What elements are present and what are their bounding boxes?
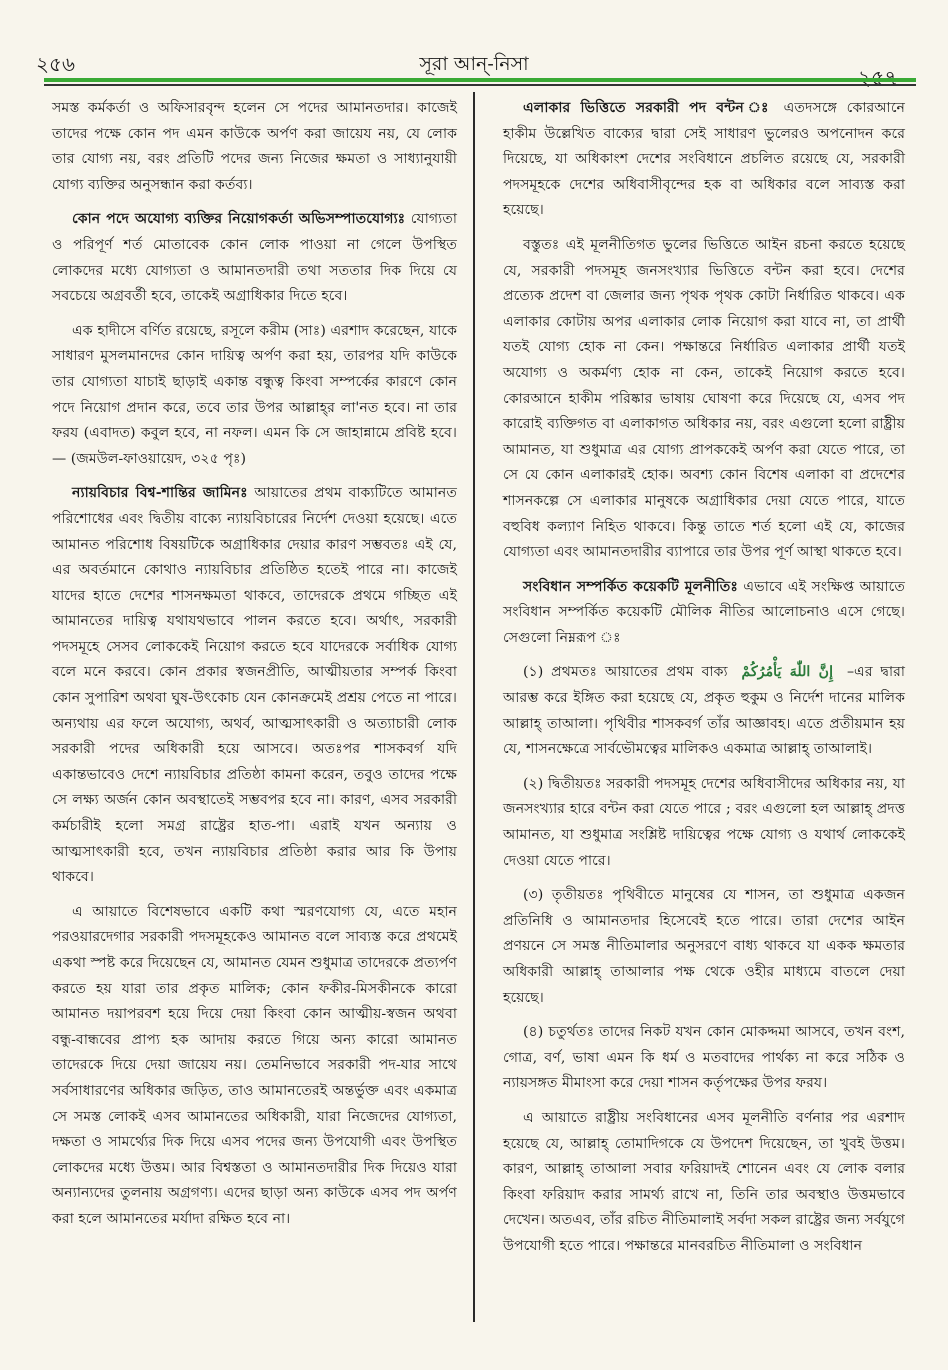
section-heading: সংবিধান সম্পর্কিত কয়েকটি মূলনীতিঃ: [523, 578, 738, 595]
paragraph: বস্তুতঃ এই মূলনীতিগত ভুলের ভিত্তিতে আইন রচনা করতে হয়েছে যে, সরকারী পদসমূহ জনসংখ্যার ভিত্তিতে বন্টন করা হবে। দেশের প্রত্যেক প্রদেশ বা জেলার জন্য পৃথক পৃথক কোটা নির্ধারিত থাকবে। এক এলাকার কোটায় অপর এলাকার লোক নিয়োগ করা যাবে না, তা প্রার্থী যতই যোগ্য হোক না কেন। পক্ষান্তরে নির্ধারিত এলাকার প্রার্থী যতই অযোগ্য ও অকর্মণ্য হোক না কেন, তাকেই নিয়োগ করতে হবে। কোরআনে হাকীম পরিষ্কার ভাষায় ঘোষণা করে দিয়েছে যে, এসব পদ কারোই ব্যক্তিগত বা এলাকাগত অধিকার নয়, বরং এগুলো হলো রাষ্ট্রীয় আমানত, যা শুধুমাত্র এর যোগ্য প্রাপককেই অর্পণ করা যেতে পারে, তা সে যে কোন এলাকারই হোক। অবশ্য কোন বিশেষ এলাকা বা প্রদেশের শাসনকল্পে সে এলাকার মানুষকে অগ্রাধিকার দেয়া যেতে পারে, যাতে বহুবিধ কল্যাণ নিহিত থাকবে। কিন্তু তাতে শর্ত হলো এই যে, কাজের যোগ্যতা এবং আমানতদারীর ব্যাপারে তার উপর পূর্ণ আস্থা থাকতে হবে।: [503, 236, 905, 561]
section-heading-paragraph: [503, 575, 905, 652]
paragraph: এক হাদীসে বর্ণিত রয়েছে, রসূলে করীম (সাঃ) এরশাদ করেছেন, যাকে সাধারণ মুসলমানদের কোন দায়িত্ব অর্পণ করা হয়, তারপর যদি কাউকে তার যোগ্যতা যাচাই ছাড়াই একান্ত বন্ধুত্ব কিংবা সম্পর্কের কারণে কোন পদে নিয়োগ প্রদান করে, তবে তার উপর আল্লাহ্‌র লা'নত হবে। না তার ফরয (এবাদত) কবুল হবে, না নফল। এমন কি সে জাহান্নামে প্রবিষ্ট হবে।— (জমউল-ফাওয়ায়েদ, ৩২৫ পৃঃ): [52, 322, 457, 467]
paragraph: সমস্ত কর্মকর্তা ও অফিসারবৃন্দ হলেন সে পদের আমানতদার। কাজেই তাদের পক্ষে কোন পদ এমন কাউকে অর্পণ করা জায়েয নয়, যে লোক তার যোগ্য নয়, বরং প্রতিটি পদের জন্য নিজের ক্ষমতা ও সাধ্যানুযায়ী যোগ্য ব্যক্তির অনুসন্ধান করা কর্তব্য।: [52, 100, 457, 193]
paragraph-text: আয়াতের প্রথম বাক্যটিতে আমানত পরিশোধের এবং দ্বিতীয় বাক্যে ন্যায়বিচারের নির্দেশ দেওয়া হয়েছে। এতে আমানত পরিশোধ বিষয়টিকে অগ্রাধিকার দেয়ার কারণ সম্ভবতঃ এই যে, এর অবর্তমানে কোথাও ন্যায়বিচার প্রতিষ্ঠিত হতেই পারে না। কাজেই যাদের হাতে দেশের শাসনক্ষমতা থাকবে, তাদেরকে প্রথমে গচ্ছিত এই আমানতের দায়িত্ব যথাযথভাবে পালন করতে হবে। অর্থাৎ, সরকারী পদসমূহে সেসব লোককেই নিয়োগ করতে হবে যাদেরকে সর্বাধিক যোগ্য বলে মনে করবে। কোন প্রকার স্বজনপ্রীতি, আত্মীয়তার সম্পর্ক কিংবা কোন সুপারিশ অথবা ঘুষ-উৎকোচ যেন কোনক্রমেই প্রশ্রয় পেতে না পারে। অন্যথায় এর ফলে অযোগ্য, অথর্ব, আত্মসাৎকারী ও অত্যাচারী লোক সরকারী পদের অধিকারী হয়ে আসবে। অতঃপর শাসকবর্গ যদি একান্তভাবেও দেশে ন্যায়বিচার প্রতিষ্ঠা কামনা করেন, তবুও তাদের পক্ষে সে লক্ষ্য অর্জন কোন অবস্থাতেই সম্ভবপর হবে না। কারণ, এসব সরকারী কর্মচারীই হলো সমগ্র রাষ্ট্রের হাত-পা। এরাই যখন অন্যায় ও আত্মসাৎকারী হবে, তখন ন্যায়বিচার প্রতিষ্ঠা করার আর কি উপায় থাকবে।: [52, 485, 457, 886]
section-heading-paragraph: [52, 481, 457, 891]
point-text: –এর দ্বারা আরম্ভ করে ইঙ্গিত করা হয়েছে যে, প্রকৃত হুকুম ও নির্দেশ দানের মালিক আল্লাহ্ তাআলা। পৃথিবীর শাসকবর্গ তাঁর আজ্ঞাবহ। এতে প্রতীয়মান হয় যে, শাসনক্ষেত্রে সার্বভৌমত্বের মালিকও একমাত্র আল্লাহ্ তাআলাই।: [503, 664, 906, 758]
section-heading: ন্যায়বিচার বিশ্ব-শান্তির জামিনঃ: [72, 485, 248, 502]
page-header: [0, 0, 948, 92]
left-column: [52, 96, 457, 1242]
numbered-point-3: (৩) তৃতীয়তঃ পৃথিবীতে মানুষের যে শাসন, তা শুধুমাত্র একজন প্রতিনিধি ও আমানতদার হিসেবেই হতে পারে। তারা দেশের আইন প্রণয়নে সে সমস্ত নীতিমালার অনুসরণে বাধ্য থাকবে যা একক ক্ষমতার অধিকারী আল্লাহ্ তাআলার পক্ষ থেকে ওহীর মাধ্যমে বাতলে দেয়া হয়েছে।: [503, 887, 905, 1006]
arabic-verse: إِنَّ اللّٰهَ يَأْمُرُكُمْ: [741, 664, 834, 681]
paragraph: এ আয়াতে রাষ্ট্রীয় সংবিধানের এসব মূলনীতি বর্ণনার পর এরশাদ হয়েছে যে, আল্লাহ্ তোমাদিগকে যে উপদেশ দিয়েছেন, তা খুবই উত্তম। কারণ, আল্লাহ্ তাআলা সবার ফরিয়াদই শোনেন এবং যে লোক বলার কিংবা ফরিয়াদ করার সামর্থ্য রাখে না, তিনি তার অবস্থাও উত্তমভাবে দেখেন। অতএব, তাঁর রচিত নীতিমালাই সর্বদা সকল রাষ্ট্রের জন্য সর্বযুগে উপযোগী হতে পারে। পক্ষান্তরে মানবরচিত নীতিমালা ও সংবিধান: [503, 1109, 905, 1254]
section-heading-paragraph: [52, 207, 457, 309]
numbered-point-2: (২) দ্বিতীয়তঃ সরকারী পদসমূহ দেশের অধিবাসীদের অধিকার নয়, যা জনসংখ্যার হারে বন্টন করা যেতে পারে ; বরং এগুলো হল আল্লাহ্ প্রদত্ত আমানত, যা শুধুমাত্র সংশ্লিষ্ট দায়িত্বের পক্ষে যোগ্য ও যথার্থ লোককেই দেওয়া যেতে পারে।: [503, 775, 905, 869]
paragraph-text: এভাবে এই সংক্ষিপ্ত আয়াতে সংবিধান সম্পর্কিত কয়েকটি মৌলিক নীতির আলোচনাও এসে গেছে। সেগুলো নিম্নরূপ ঃ: [503, 578, 905, 646]
column-divider: [473, 92, 475, 1322]
right-column: [503, 96, 905, 1269]
header-rule-green: [44, 78, 916, 82]
numbered-point-4: (৪) চতুর্থতঃ তাদের নিকট যখন কোন মোকদ্দমা আসবে, তখন বংশ, গোত্র, বর্ণ, ভাষা এমন কি ধর্ম ও মতবাদের পার্থক্য না করে সঠিক ও ন্যায়সঙ্গত মীমাংসা করে দেয়া শাসন কর্তৃপক্ষের উপর ফরয।: [503, 1024, 905, 1092]
header-rule-dark: [44, 84, 916, 86]
paragraph-text: যোগ্যতা ও পরিপূর্ণ শর্ত মোতাবেক কোন লোক পাওয়া না গেলে উপস্থিত লোকদের মধ্যে যোগ্যতা ও আমানতদারী তথা সততার দিক দিয়ে যে সবচেয়ে অগ্রবর্তী হবে, তাকেই অগ্রাধিকার দিতে হবে।: [52, 211, 457, 305]
numbered-point-1: [503, 660, 905, 762]
section-heading-paragraph: [503, 96, 905, 224]
paragraph-text: এতদসঙ্গে কোরআনে হাকীম উল্লেখিত বাক্যের দ্বারা সেই সাধারণ ভুলেরও অপনোদন করে দিয়েছে, যা অধিকাংশ দেশের সংবিধানে প্রচলিত রয়েছে যে, সরকারী পদসমূহকে দেশের অধিবাসীবৃন্দের হক বা অধিকার বলে সাব্যস্ত করা হয়েছে।: [503, 100, 906, 219]
paragraph: এ আয়াতে বিশেষভাবে একটি কথা স্মরণযোগ্য যে, এতে মহান পরওয়ারদেগার সরকারী পদসমূহকেও আমানত বলে সাব্যস্ত করে প্রথমেই একথা স্পষ্ট করে দিয়েছেন যে, আমানত যেমন শুধুমাত্র তাদেরকে প্রত্যর্পণ করতে হয় যারা তার প্রকৃত মালিক; কোন ফকীর-মিসকীনকে কারো আমানত দয়াপরবশ হয়ে দিয়ে দেয়া কিংবা কোন আত্মীয়-স্বজন অথবা বন্ধু-বান্ধবের প্রাপ্য হক আদায় করতে গিয়ে অন্য কারো আমানত তাদেরকে দিয়ে দেয়া জায়েয নয়। তেমনিভাবে সরকারী পদ-যার সাথে সর্বসাধারণের অধিকার জড়িত, তাও আমানতেরই অন্তর্ভুক্ত এবং একমাত্র সে সমস্ত লোকই এসব আমানতের অধিকারী, যারা নিজেদের যোগ্যতা, দক্ষতা ও সামর্থ্যের দিক দিয়ে এসব পদের জন্য উপযোগী এবং উপস্থিত লোকদের মধ্যে উত্তম। আর বিশ্বস্ততা ও আমানতদারীর দিক দিয়েও যারা অন্যান্যদের তুলনায় অগ্রগণ্য। এদের ছাড়া অন্য কাউকে এসব পদ অর্পণ করা হলে আমানতের মর্যাদা রক্ষিত হবে না।: [52, 903, 458, 1227]
point-text: (১) প্রথমতঃ আয়াতের প্রথম বাক্য: [523, 664, 728, 681]
page-number-left: ২৫৬: [36, 52, 75, 76]
section-heading: কোন পদে অযোগ্য ব্যক্তির নিয়োগকর্তা অভিসম্পাতযোগ্যঃ: [72, 211, 406, 228]
section-heading: এলাকার ভিত্তিতে সরকারী পদ বন্টন ঃ: [523, 100, 774, 116]
running-title: সূরা আন্-নিসা: [419, 53, 529, 75]
